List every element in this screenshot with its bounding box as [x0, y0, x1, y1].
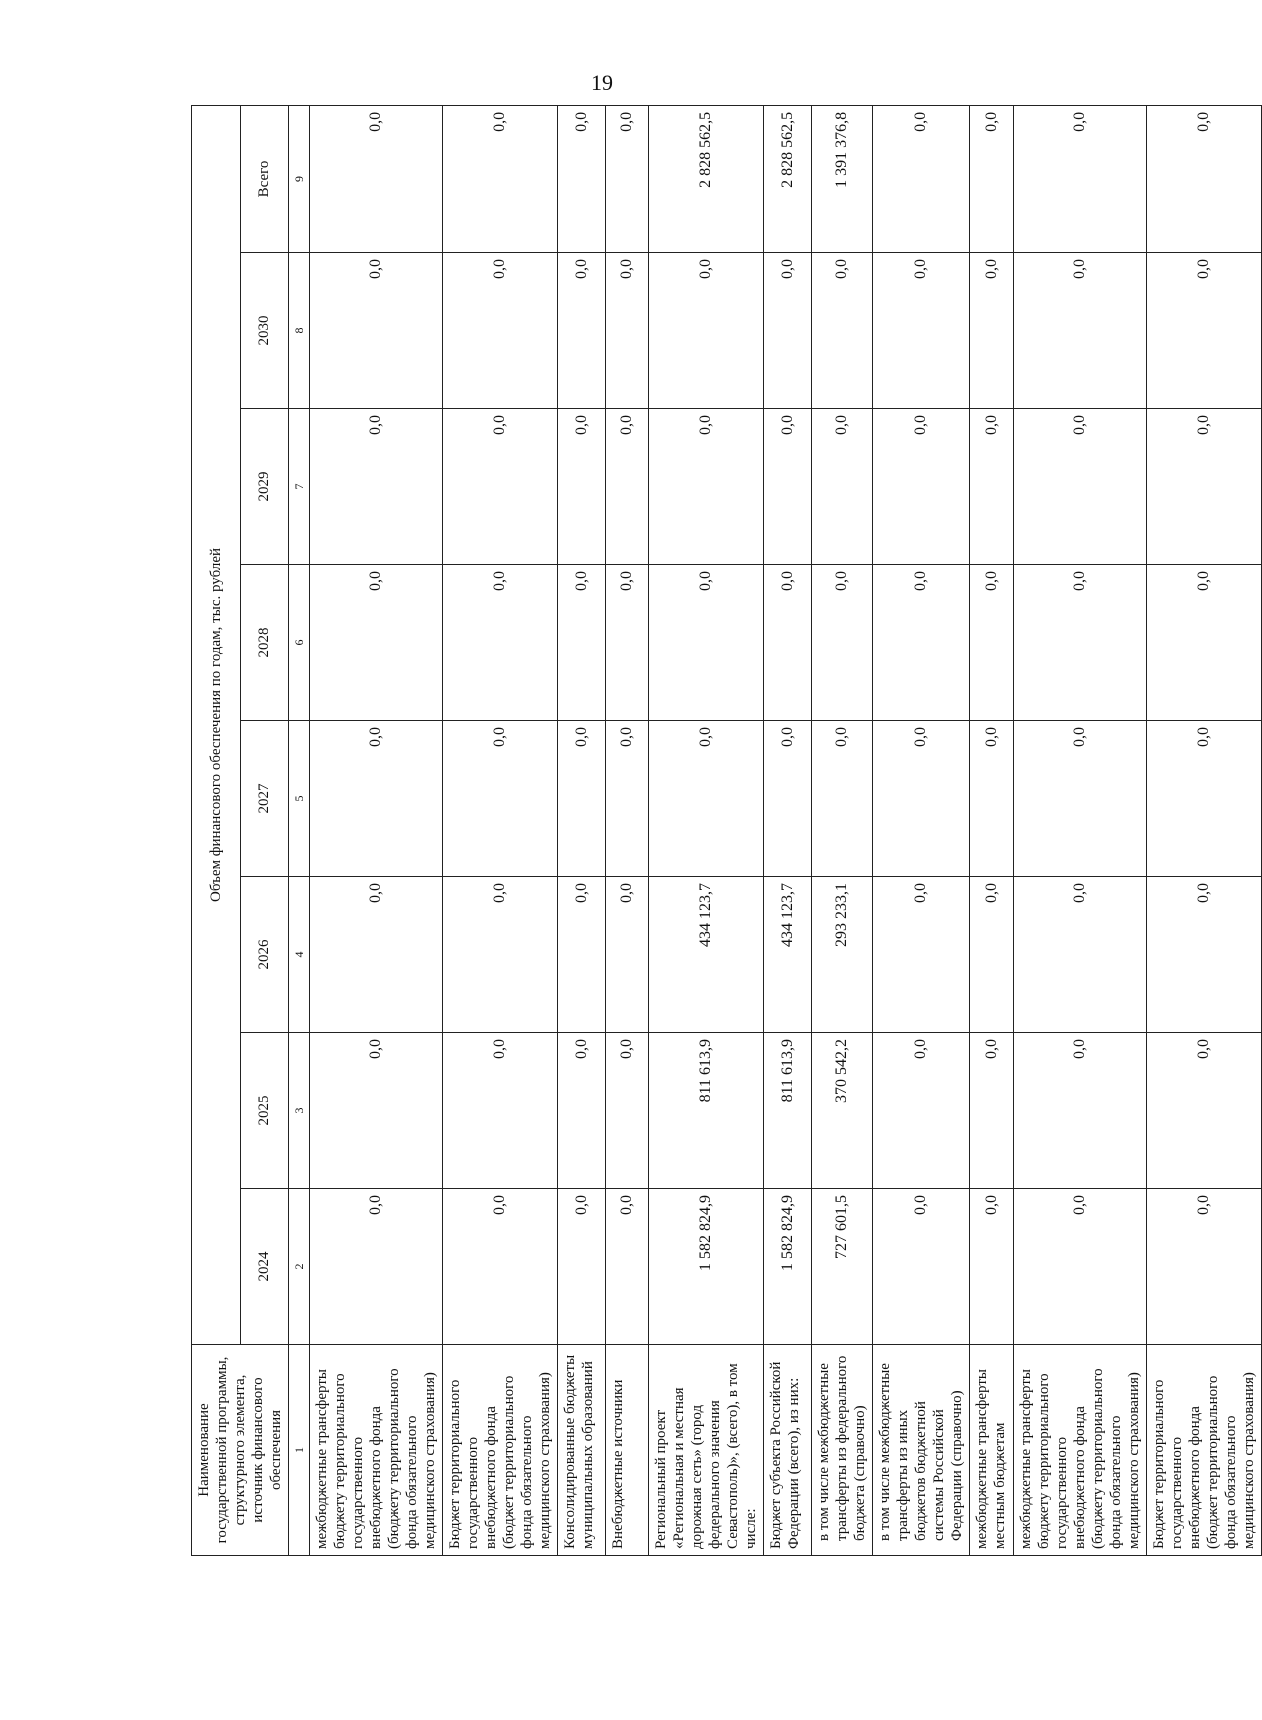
column-number: 2 — [289, 1189, 310, 1345]
value-cell: 0,0 — [1147, 253, 1262, 409]
financing-group-header: Объем финансового обеспечения по годам, тыс. рублей — [192, 105, 241, 1344]
value-cell: 370 542,2 — [812, 1033, 873, 1189]
column-number: 1 — [289, 1345, 310, 1556]
value-cell: 0,0 — [1147, 1033, 1262, 1189]
value-cell: 0,0 — [310, 409, 443, 565]
value-cell: 0,0 — [649, 721, 764, 877]
value-cell: 1 582 824,9 — [764, 1189, 812, 1345]
value-cell: 0,0 — [1014, 877, 1147, 1033]
total-cell: 2 828 562,5 — [649, 105, 764, 252]
row-name: Консолидированные бюджеты муниципальных образований — [558, 1345, 606, 1556]
value-cell: 0,0 — [606, 409, 649, 565]
value-cell: 0,0 — [873, 253, 970, 409]
value-cell: 0,0 — [970, 1033, 1014, 1189]
value-cell: 0,0 — [310, 1189, 443, 1345]
value-cell: 0,0 — [1147, 565, 1262, 721]
value-cell: 0,0 — [1014, 409, 1147, 565]
year-header: 2025 — [240, 1033, 289, 1189]
total-cell: 0,0 — [970, 105, 1014, 252]
value-cell: 0,0 — [1147, 409, 1262, 565]
row-name: межбюджетные трансферты бюджету территориального государственного внебюджетного фонда (бюджету территориального фонда обязательного медицинского страхования) — [310, 1345, 443, 1556]
row-name: межбюджетные трансферты бюджету территориального государственного внебюджетного фонда (бюджету территориального фонда обязательного медицинского страхования) — [1014, 1345, 1147, 1556]
financing-table — [191, 105, 1262, 1556]
value-cell: 0,0 — [606, 253, 649, 409]
value-cell: 0,0 — [764, 409, 812, 565]
page-number: 19 — [591, 70, 613, 95]
value-cell: 0,0 — [310, 721, 443, 877]
value-cell: 0,0 — [1014, 565, 1147, 721]
value-cell: 727 601,5 — [812, 1189, 873, 1345]
total-cell: 0,0 — [558, 105, 606, 252]
value-cell: 0,0 — [812, 565, 873, 721]
value-cell: 0,0 — [310, 1033, 443, 1189]
total-cell: 2 828 562,5 — [764, 105, 812, 252]
column-number: 8 — [289, 253, 310, 409]
value-cell: 0,0 — [443, 877, 558, 1033]
value-cell: 0,0 — [764, 721, 812, 877]
value-cell: 0,0 — [970, 721, 1014, 877]
year-header: 2027 — [240, 721, 289, 877]
value-cell: 0,0 — [558, 877, 606, 1033]
total-cell: 0,0 — [1147, 105, 1262, 252]
value-cell: 0,0 — [970, 409, 1014, 565]
value-cell: 0,0 — [310, 253, 443, 409]
row-name: Бюджет субъекта Российской Федерации (всего), из них: — [764, 1345, 812, 1556]
year-header: 2026 — [240, 877, 289, 1033]
row-name: межбюджетные трансферты местным бюджетам — [970, 1345, 1014, 1556]
value-cell: 0,0 — [558, 1033, 606, 1189]
value-cell: 0,0 — [443, 409, 558, 565]
table-row — [1147, 105, 1262, 1555]
value-cell: 0,0 — [558, 409, 606, 565]
year-header: 2024 — [240, 1189, 289, 1345]
total-cell: 0,0 — [606, 105, 649, 252]
value-cell: 0,0 — [1014, 721, 1147, 877]
table-row — [558, 105, 606, 1555]
value-cell: 0,0 — [970, 253, 1014, 409]
value-cell: 0,0 — [812, 721, 873, 877]
value-cell: 0,0 — [443, 253, 558, 409]
total-cell: 0,0 — [310, 105, 443, 252]
table-row — [1014, 105, 1147, 1555]
value-cell: 0,0 — [558, 1189, 606, 1345]
value-cell: 0,0 — [649, 253, 764, 409]
value-cell: 0,0 — [1014, 1033, 1147, 1189]
name-column-header: Наименование государственной программы, структурного элемента, источник финансового обеспечения — [192, 1345, 289, 1556]
value-cell: 0,0 — [873, 1189, 970, 1345]
value-cell: 0,0 — [310, 877, 443, 1033]
value-cell: 0,0 — [1014, 1189, 1147, 1345]
value-cell: 0,0 — [812, 253, 873, 409]
value-cell: 0,0 — [764, 565, 812, 721]
row-name: Бюджет территориального государственного внебюджетного фонда (бюджет территориального фонда обязательного медицинского страхования) — [443, 1345, 558, 1556]
table-row — [649, 105, 764, 1555]
table-row — [764, 105, 812, 1555]
column-number: 9 — [289, 105, 310, 252]
value-cell: 0,0 — [873, 1033, 970, 1189]
value-cell: 0,0 — [558, 253, 606, 409]
value-cell: 434 123,7 — [649, 877, 764, 1033]
value-cell: 1 582 824,9 — [649, 1189, 764, 1345]
value-cell: 434 123,7 — [764, 877, 812, 1033]
table-row — [970, 105, 1014, 1555]
column-number: 4 — [289, 877, 310, 1033]
row-name: Региональный проект «Региональная и местная дорожная сеть» (город федерального значения Севастополь)», (всего), в том числе: — [649, 1345, 764, 1556]
total-cell: 1 391 376,8 — [812, 105, 873, 252]
value-cell: 0,0 — [443, 721, 558, 877]
rotated-table-container — [191, 106, 1257, 1556]
total-header: Всего — [240, 105, 289, 252]
value-cell: 0,0 — [443, 1189, 558, 1345]
value-cell: 0,0 — [649, 565, 764, 721]
table-row — [873, 105, 970, 1555]
column-number: 6 — [289, 565, 310, 721]
value-cell: 0,0 — [812, 409, 873, 565]
row-name: Бюджет территориального государственного внебюджетного фонда (бюджет территориального фонда обязательного медицинского страхования) — [1147, 1345, 1262, 1556]
table-row — [606, 105, 649, 1555]
value-cell: 0,0 — [443, 565, 558, 721]
value-cell: 0,0 — [606, 721, 649, 877]
value-cell: 0,0 — [873, 565, 970, 721]
value-cell: 0,0 — [1147, 1189, 1262, 1345]
table-row — [443, 105, 558, 1555]
value-cell: 0,0 — [1147, 721, 1262, 877]
table-row — [310, 105, 443, 1555]
value-cell: 0,0 — [310, 565, 443, 721]
value-cell: 0,0 — [1014, 253, 1147, 409]
value-cell: 0,0 — [764, 253, 812, 409]
value-cell: 0,0 — [606, 877, 649, 1033]
value-cell: 811 613,9 — [764, 1033, 812, 1189]
value-cell: 0,0 — [558, 565, 606, 721]
row-name: в том числе межбюджетные трансферты из федерального бюджета (справочно) — [812, 1345, 873, 1556]
value-cell: 0,0 — [558, 721, 606, 877]
row-name: в том числе межбюджетные трансферты из иных бюджетов бюджетной системы Российской Федерации (справочно) — [873, 1345, 970, 1556]
value-cell: 0,0 — [606, 1189, 649, 1345]
value-cell: 0,0 — [873, 721, 970, 877]
column-number: 3 — [289, 1033, 310, 1189]
value-cell: 0,0 — [970, 565, 1014, 721]
row-name: Внебюджетные источники — [606, 1345, 649, 1556]
total-cell: 0,0 — [873, 105, 970, 252]
value-cell: 293 233,1 — [812, 877, 873, 1033]
table-row — [812, 105, 873, 1555]
column-number: 5 — [289, 721, 310, 877]
value-cell: 0,0 — [1147, 877, 1262, 1033]
value-cell: 0,0 — [649, 409, 764, 565]
year-header: 2028 — [240, 565, 289, 721]
column-number: 7 — [289, 409, 310, 565]
total-cell: 0,0 — [443, 105, 558, 252]
value-cell: 0,0 — [443, 1033, 558, 1189]
value-cell: 0,0 — [970, 1189, 1014, 1345]
value-cell: 0,0 — [873, 877, 970, 1033]
value-cell: 0,0 — [873, 409, 970, 565]
value-cell: 0,0 — [606, 1033, 649, 1189]
total-cell: 0,0 — [1014, 105, 1147, 252]
year-header: 2030 — [240, 253, 289, 409]
value-cell: 0,0 — [970, 877, 1014, 1033]
year-header: 2029 — [240, 409, 289, 565]
value-cell: 811 613,9 — [649, 1033, 764, 1189]
value-cell: 0,0 — [606, 565, 649, 721]
